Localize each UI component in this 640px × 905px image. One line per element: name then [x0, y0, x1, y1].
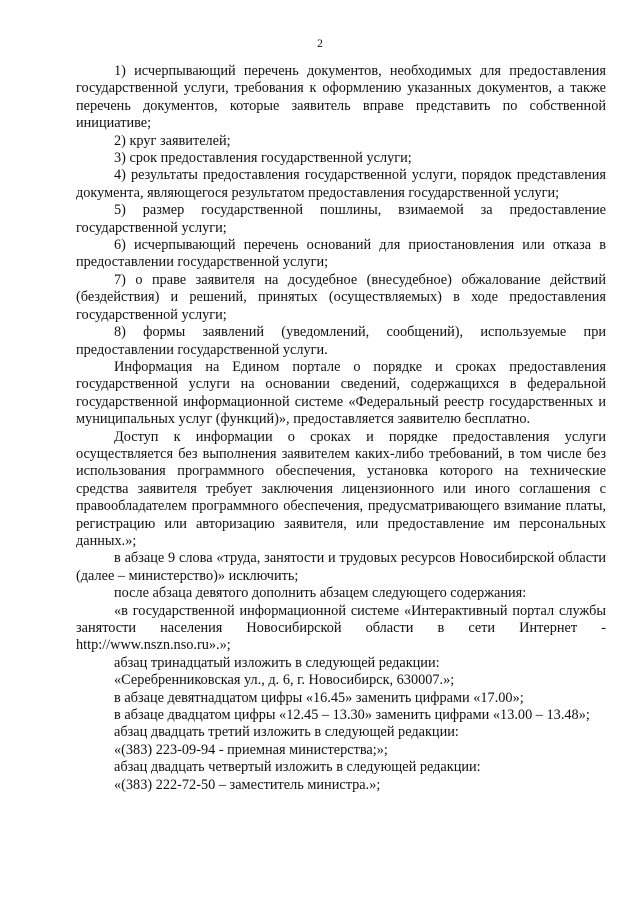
- paragraph-12: после абзаца девятого дополнить абзацем следующего содержания:: [114, 585, 527, 602]
- paragraph-15: «Серебренниковская ул., д. 6, г. Новосибирск, 630007.»;: [114, 672, 455, 689]
- paragraph-13: «в государственной информационной системе «Интерактивный портал службы занятости населения Новосибирской области в сети Интернет - http://www.nszn.nso.ru».»;: [76, 602, 606, 654]
- paragraph-21: «(383) 222-72-50 – заместитель министра.»;: [114, 776, 381, 793]
- paragraph-11: в абзаце 9 слова «труда, занятости и трудовых ресурсов Новосибирской области (далее – министерство)» исключить;: [76, 550, 606, 584]
- paragraph-16: в абзаце девятнадцатом цифры «16.45» заменить цифрами «17.00»;: [114, 689, 524, 706]
- paragraph-6: 6) исчерпывающий перечень оснований для приостановления или отказа в предоставлении государственной услуги;: [76, 237, 606, 271]
- paragraph-3: 3) срок предоставления государственной услуги;: [114, 150, 412, 167]
- paragraph-9: Информация на Едином портале о порядке и сроках предоставления государственной услуги на основании сведений, содержащихся в федеральной государственной информационной системе «Федеральный реестр государственных и муниципальных услуг (функций)», предоставляется заявителю бесплатно.: [76, 358, 606, 428]
- page-number: 2: [317, 38, 323, 50]
- paragraph-20: абзац двадцать четвертый изложить в следующей редакции:: [114, 759, 481, 776]
- paragraph-4: 4) результаты предоставления государственной услуги, порядок представления документа, являющегося результатом предоставления государственной услуги;: [76, 167, 606, 201]
- paragraph-8: 8) формы заявлений (уведомлений, сообщений), используемые при предоставлении государственной услуги.: [76, 324, 606, 358]
- paragraph-5: 5) размер государственной пошлины, взимаемой за предоставление государственной услуги;: [76, 202, 606, 236]
- document-body: [76, 63, 606, 794]
- paragraph-17: в абзаце двадцатом цифры «12.45 – 13.30» заменить цифрами «13.00 – 13.48»;: [114, 707, 590, 724]
- paragraph-2: 2) круг заявителей;: [114, 132, 231, 149]
- paragraph-14: абзац тринадцатый изложить в следующей редакции:: [114, 654, 440, 671]
- paragraph-19: «(383) 223-09-94 - приемная министерства;»;: [114, 741, 388, 758]
- paragraph-18: абзац двадцать третий изложить в следующей редакции:: [114, 724, 459, 741]
- paragraph-1: 1) исчерпывающий перечень документов, необходимых для предоставления государственной услуги, требования к оформлению указанных документов, а также перечень документов, которые заявитель вправе представить по собственной инициативе;: [76, 63, 606, 132]
- paragraph-10: Доступ к информации о сроках и порядке предоставления услуги осуществляется без выполнения заявителем каких-либо требований, в том числе без использования программного обеспечения, установка которого на технические средства заявителя требует заключения лицензионного или иного соглашения с правообладателем программного обеспечения, предусматривающего взимание платы, регистрацию или авторизацию заявителя, или предоставление им персональных данных.»;: [76, 428, 606, 549]
- paragraph-7: 7) о праве заявителя на досудебное (внесудебное) обжалование действий (бездействия) и решений, принятых (осуществляемых) в ходе предоставления государственной услуги;: [76, 271, 606, 323]
